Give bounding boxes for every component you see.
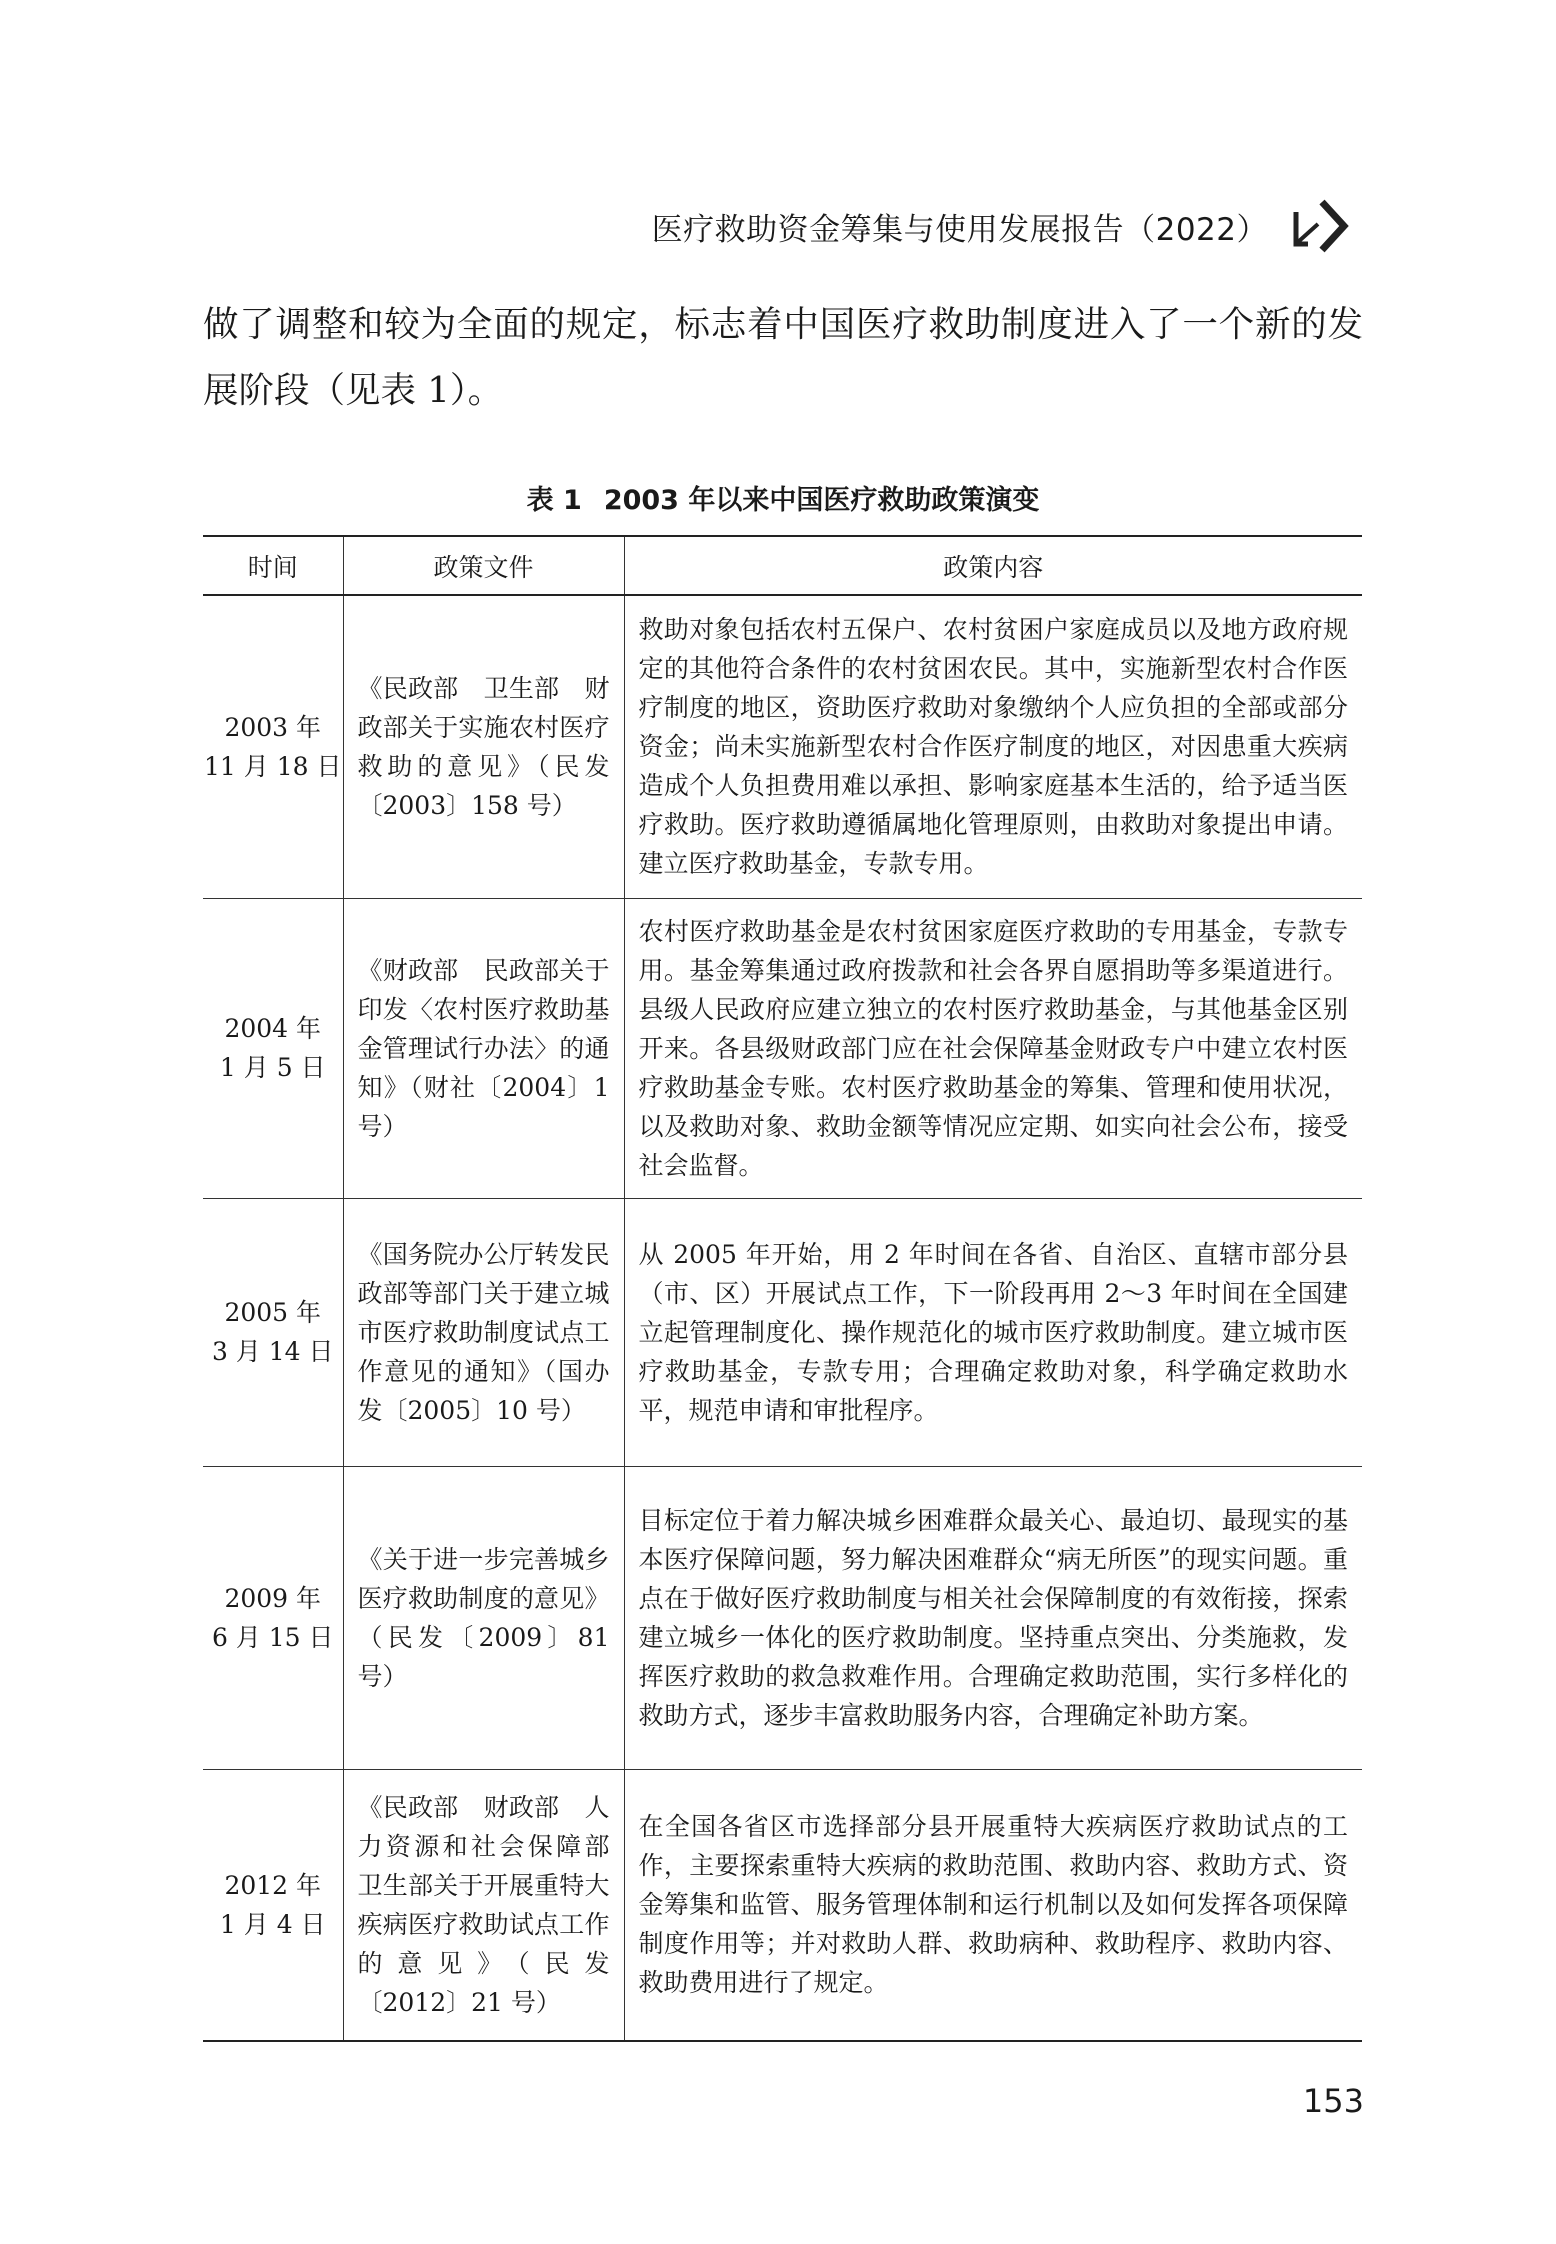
intro-text: 做了调整和较为全面的规定，标志着中国医疗救助制度进入了一个新的发展阶段（见表 1）。	[203, 304, 1363, 411]
row-time: 2009 年 6 月 15 日	[203, 1466, 343, 1769]
table-row	[203, 1769, 1362, 2041]
row-document: 《民政部 财政部 人力资源和社会保障部 卫生部关于开展重特大疾病医疗救助试点工作的意见》（民发〔2012〕21 号）	[343, 1769, 624, 2041]
intro-paragraph	[203, 292, 1363, 424]
row-content: 目标定位于着力解决城乡困难群众最关心、最迫切、最现实的基本医疗保障问题，努力解决困难群众“病无所医”的现实问题。重点在于做好医疗救助制度与相关社会保障制度的有效衔接，探索建立城乡一体化的医疗救助制度。坚持重点突出、分类施救，发挥医疗救助的救急救难作用。合理确定救助范围，实行多样化的救助方式，逐步丰富救助服务内容，合理确定补助方案。	[624, 1466, 1362, 1769]
column-header-content: 政策内容	[624, 536, 1362, 595]
row-time: 2003 年 11 月 18 日	[203, 595, 343, 898]
row-document: 《财政部 民政部关于印发〈农村医疗救助基金管理试行办法〉的通知》（财社〔2004〕1 号）	[343, 898, 624, 1198]
row-content: 从 2005 年开始，用 2 年时间在各省、自治区、直辖市部分县（市、区）开展试点工作，下一阶段再用 2～3 年时间在全国建立起管理制度化、操作规范化的城市医疗救助制度。建立城市医疗救助基金，专款专用；合理确定救助对象，科学确定救助水平，规范申请和审批程序。	[624, 1198, 1362, 1466]
table-row	[203, 1466, 1362, 1769]
table-header-row	[203, 536, 1362, 595]
row-document: 《关于进一步完善城乡医疗救助制度的意见》（民发〔2009〕81 号）	[343, 1466, 624, 1769]
table-row	[203, 1198, 1362, 1466]
policy-table	[203, 535, 1362, 2042]
row-document: 《民政部 卫生部 财政部关于实施农村医疗救助的意见》（民发〔2003〕158 号）	[343, 595, 624, 898]
book-title: 医疗救助资金筹集与使用发展报告（2022）	[651, 212, 1268, 248]
table-caption-number: 表 1	[526, 485, 582, 516]
row-content: 在全国各省区市选择部分县开展重特大疾病医疗救助试点的工作，主要探索重特大疾病的救助范围、救助内容、救助方式、资金筹集和监管、服务管理体制和运行机制以及如何发挥各项保障制度作用等；并对救助人群、救助病种、救助程序、救助内容、救助费用进行了规定。	[624, 1769, 1362, 2041]
row-content: 农村医疗救助基金是农村贫困家庭医疗救助的专用基金，专款专用。基金筹集通过政府拨款和社会各界自愿捐助等多渠道进行。县级人民政府应建立独立的农村医疗救助基金，与其他基金区别开来。各县级财政部门应在社会保障基金财政专户中建立农村医疗救助基金专账。农村医疗救助基金的筹集、管理和使用状况，以及救助对象、救助金额等情况应定期、如实向社会公布，接受社会监督。	[624, 898, 1362, 1198]
table-caption	[203, 478, 1363, 517]
row-time: 2004 年 1 月 5 日	[203, 898, 343, 1198]
row-time: 2012 年 1 月 4 日	[203, 1769, 343, 2041]
row-time: 2005 年 3 月 14 日	[203, 1198, 343, 1466]
table-row	[203, 898, 1362, 1198]
running-header	[200, 198, 1362, 258]
row-document: 《国务院办公厅转发民政部等部门关于建立城市医疗救助制度试点工作意见的通知》（国办发〔2005〕10 号）	[343, 1198, 624, 1466]
row-content: 救助对象包括农村五保户、农村贫困户家庭成员以及地方政府规定的其他符合条件的农村贫困农民。其中，实施新型农村合作医疗制度的地区，资助医疗救助对象缴纳个人应负担的全部或部分资金；尚未实施新型农村合作医疗制度的地区，对因患重大疾病造成个人负担费用难以承担、影响家庭基本生活的，给予适当医疗救助。医疗救助遵循属地化管理原则，由救助对象提出申请。建立医疗救助基金，专款专用。	[624, 595, 1362, 898]
table-row	[203, 595, 1362, 898]
column-header-time: 时间	[203, 536, 343, 595]
table-caption-title: 2003 年以来中国医疗救助政策演变	[603, 485, 1040, 516]
book-logo-icon	[1292, 198, 1362, 254]
column-header-document: 政策文件	[343, 536, 624, 595]
page-number: 153	[1302, 2082, 1364, 2120]
